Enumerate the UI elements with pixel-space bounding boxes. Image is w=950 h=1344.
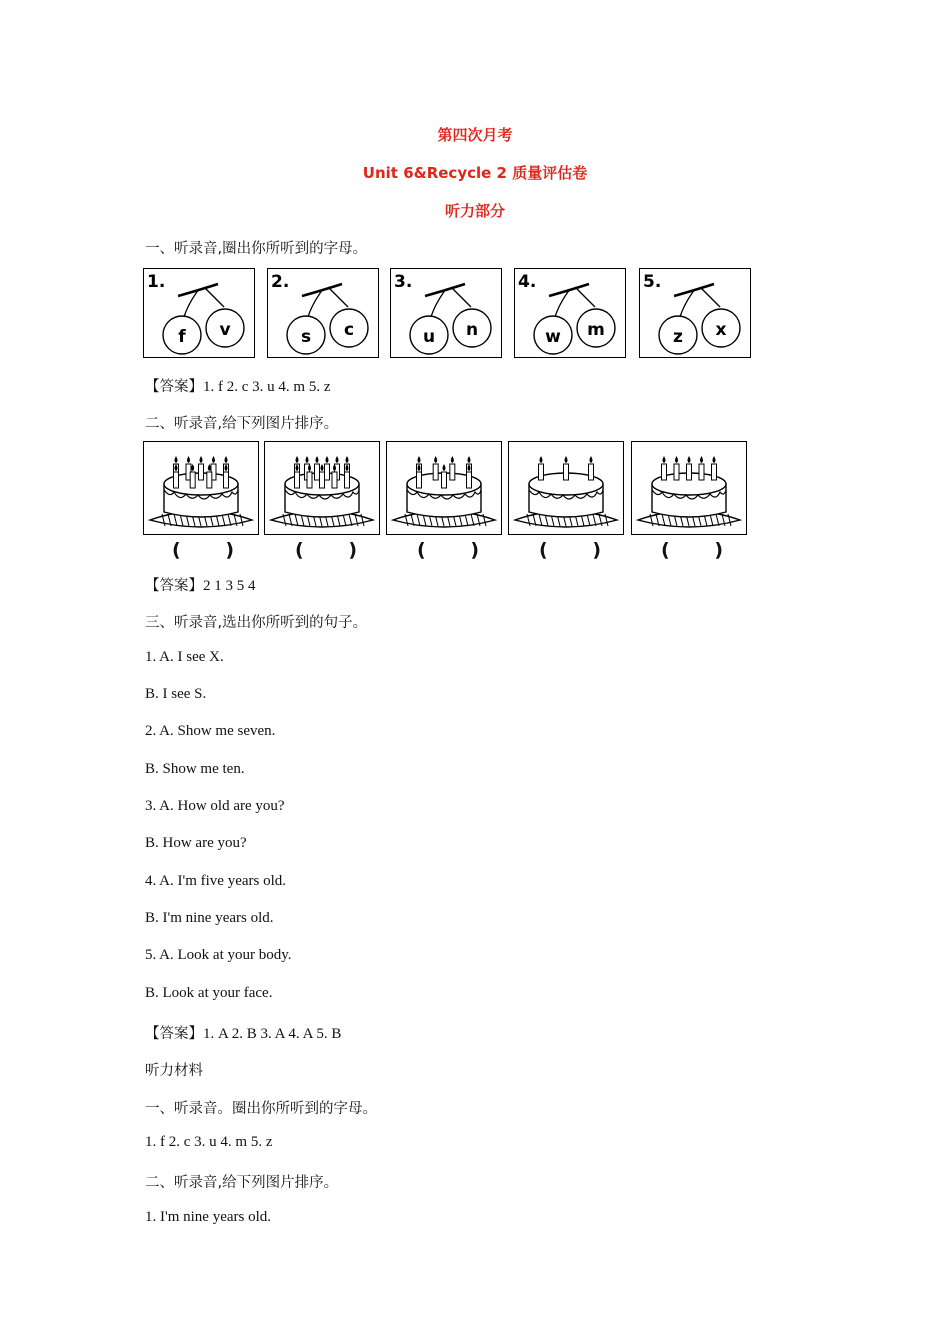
cherry-letter-left[interactable]: f — [178, 327, 186, 347]
cherry-letter-right[interactable]: c — [343, 320, 355, 340]
cherry-item-4[interactable] — [514, 268, 626, 358]
answer-label: 【答案】 — [145, 379, 203, 395]
cherry-letter-right[interactable]: n — [465, 320, 479, 340]
material-part2-instruction: 二、听录音,给下列图片排序。 — [145, 1175, 339, 1191]
page-subtitle: Unit 6&Recycle 2 质量评估卷 — [362, 164, 588, 182]
option-line[interactable]: B. I'm nine years old. — [145, 910, 274, 926]
item-number: 5. — [643, 272, 662, 292]
part3-instruction: 三、听录音,选出你所听到的句子。 — [145, 615, 368, 631]
cherry-icon — [268, 269, 380, 359]
option-line[interactable]: 3. A. How old are you? — [145, 798, 285, 814]
cherry-item-1[interactable] — [143, 268, 255, 358]
part1-answer — [145, 375, 330, 396]
cherry-letter-left[interactable]: s — [300, 327, 312, 347]
cake-picture-2 — [264, 441, 380, 535]
order-blank-3[interactable]: ( ) — [417, 539, 479, 561]
page-title: 第四次月考 — [437, 126, 513, 144]
option-line[interactable]: 1. A. I see X. — [145, 649, 224, 665]
cherry-letter-right[interactable]: v — [219, 320, 231, 340]
order-blank-2[interactable]: ( ) — [295, 539, 357, 561]
cherry-item-2[interactable] — [267, 268, 379, 358]
material-title: 听力材料 — [145, 1063, 203, 1079]
part3-answer — [145, 1022, 341, 1043]
option-line[interactable]: 2. A. Show me seven. — [145, 723, 276, 739]
cherry-icon — [391, 269, 503, 359]
cake-picture-3 — [386, 441, 502, 535]
answer-text: 1. f 2. c 3. u 4. m 5. z — [203, 379, 331, 395]
answer-text: 2 1 3 5 4 — [203, 578, 256, 594]
option-line[interactable]: B. Look at your face. — [145, 985, 273, 1001]
cherry-icon — [640, 269, 752, 359]
order-blank-5[interactable]: ( ) — [661, 539, 723, 561]
item-number: 1. — [147, 272, 166, 292]
cherry-icon — [144, 269, 256, 359]
part2-answer — [145, 574, 256, 595]
cherry-icon — [515, 269, 627, 359]
answer-label: 【答案】 — [145, 578, 203, 594]
cherry-letter-left[interactable]: u — [422, 327, 436, 347]
material-part2-text: 1. I'm nine years old. — [145, 1209, 272, 1225]
option-line[interactable]: B. How are you? — [145, 835, 247, 851]
material-part1-text: 1. f 2. c 3. u 4. m 5. z — [145, 1134, 273, 1150]
cake-icon — [632, 442, 746, 534]
cake-icon — [509, 442, 623, 534]
option-line[interactable]: 5. A. Look at your body. — [145, 947, 292, 963]
answer-text: 1. A 2. B 3. A 4. A 5. B — [203, 1026, 342, 1042]
order-blank-4[interactable]: ( ) — [539, 539, 601, 561]
item-number: 4. — [518, 272, 537, 292]
part1-instruction: 一、听录音,圈出你所听到的字母。 — [145, 241, 368, 257]
section-title: 听力部分 — [444, 202, 505, 220]
material-part1-instruction: 一、听录音。圈出你所听到的字母。 — [145, 1101, 377, 1117]
cake-picture-1 — [143, 441, 259, 535]
item-number: 3. — [394, 272, 413, 292]
cake-picture-5 — [631, 441, 747, 535]
item-number: 2. — [271, 272, 290, 292]
cake-picture-4 — [508, 441, 624, 535]
option-line[interactable]: 4. A. I'm five years old. — [145, 873, 287, 889]
cherry-letter-left[interactable]: z — [673, 327, 683, 347]
option-line[interactable]: B. Show me ten. — [145, 761, 245, 777]
cake-icon — [265, 442, 379, 534]
cake-icon — [387, 442, 501, 534]
cherry-letter-left[interactable]: w — [545, 327, 561, 347]
part2-instruction: 二、听录音,给下列图片排序。 — [145, 416, 339, 432]
cherry-letter-right[interactable]: m — [587, 320, 605, 340]
cake-icon — [144, 442, 258, 534]
cherry-letter-right[interactable]: x — [715, 320, 727, 340]
option-line[interactable]: B. I see S. — [145, 686, 207, 702]
cherry-item-3[interactable] — [390, 268, 502, 358]
answer-label: 【答案】 — [145, 1026, 203, 1042]
order-blank-1[interactable]: ( ) — [172, 539, 234, 561]
cherry-item-5[interactable] — [639, 268, 751, 358]
